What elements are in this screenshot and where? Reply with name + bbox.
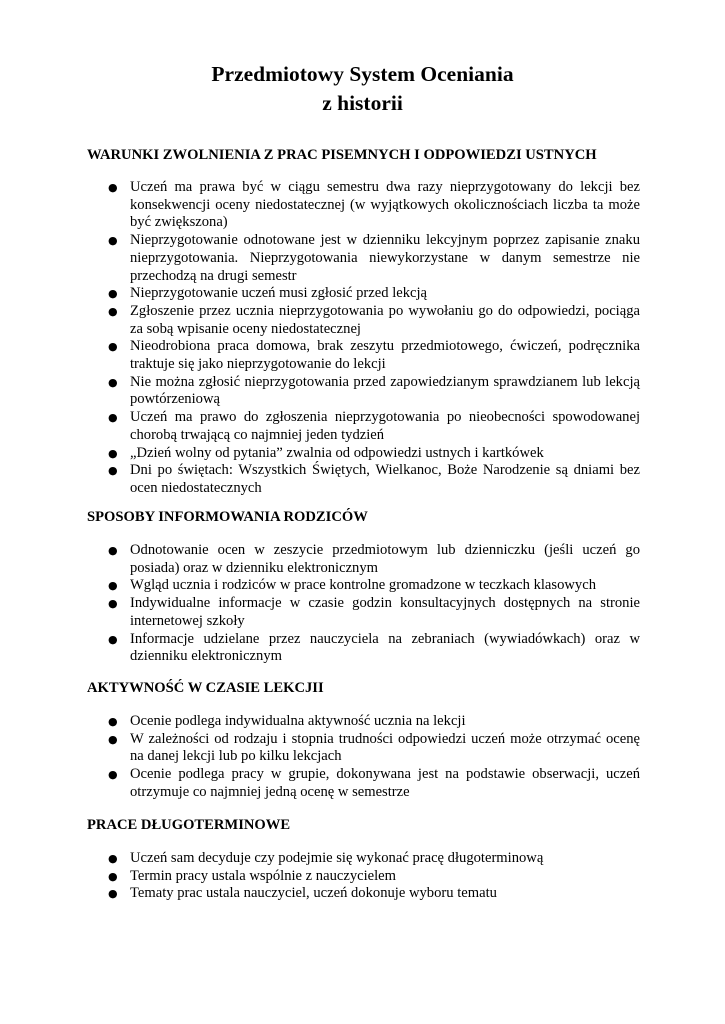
list-item-text: Nieodrobiona praca domowa, brak zeszytu przedmiotowego, ćwiczeń, podręcznika traktuje się jako nieprzygotowanie do lekcji [130,338,640,373]
list-item-text: Wgląd ucznia i rodziców w prace kontrolne gromadzone w teczkach klasowych [130,577,596,594]
section-list-aktywnosc [87,713,640,802]
list-item [87,631,640,666]
bullet-icon: ● [108,411,118,425]
bullet-icon: ● [108,852,118,865]
list-item-text: W zależności od rodzaju i stopnia trudności odpowiedzi uczeń może otrzymać ocenę na danej lekcji lub po kilku lekcjach [130,730,640,765]
section-heading-aktywnosc: AKTYWNOŚĆ W CZASIE LEKCJII [87,680,324,696]
bullet-icon: ● [108,375,118,389]
section-list-prace [87,850,640,903]
list-item-text: „Dzień wolny od pytania” zwalnia od odpowiedzi ustnych i kartkówek [130,444,544,461]
bullet-icon: ● [108,869,118,883]
list-item [87,338,640,373]
list-item [87,595,640,630]
list-item-text: Uczeń ma prawo do zgłoszenia nieprzygotowania po nieobecności spowodowanej chorobą trwającą co najmniej jeden tydzień [130,409,640,443]
document-title [0,60,725,118]
bullet-icon: ● [108,446,118,460]
list-item-text: Zgłoszenie przez ucznia nieprzygotowania po wywołaniu go do odpowiedzi, pociąga za sobą wpisanie oceny niedostatecznej [130,302,640,337]
bullet-icon: ● [108,340,118,354]
list-item [87,462,640,497]
list-item [87,713,640,731]
list-item-text: Ocenie podlega indywidualna aktywność ucznia na lekcji [130,713,466,729]
bullet-icon: ● [108,181,118,194]
bullet-icon: ● [108,887,118,901]
list-item [87,303,640,338]
list-item [87,766,640,801]
bullet-icon: ● [108,579,118,593]
list-item-text: Ocenie podlega pracy w grupie, dokonywana jest na podstawie obserwacji, uczeń otrzymuje co najmniej jedną ocenę w semestrze [130,766,640,800]
list-item-text: Nie można zgłosić nieprzygotowania przed zapowiedzianym sprawdzianem lub lekcją powtórzeniową [130,373,640,408]
section-list-warunki [87,179,640,498]
list-item [87,885,640,903]
list-item-text: Dni po świętach: Wszystkich Świętych, Wielkanoc, Boże Narodzenie są dniami bez ocen niedostatecznych [130,462,640,496]
list-item-text: Uczeń ma prawa być w ciągu semestru dwa razy nieprzygotowany do lekcji bez konsekwencji oceny niedostatecznej (w wyjątkowych okolicznościach liczba ta może być zwiększona) [130,179,640,231]
list-item-text: Indywidualne informacje w czasie godzin konsultacyjnych dostępnych na stronie internetowej szkoły [130,595,640,629]
bullet-icon: ● [108,234,118,248]
list-item [87,542,640,577]
list-item-text: Tematy prac ustala nauczyciel, uczeń dokonuje wyboru tematu [130,885,497,902]
list-item [87,285,640,303]
list-item [87,731,640,766]
list-item [87,868,640,886]
list-item-text: Nieprzygotowanie uczeń musi zgłosić przed lekcją [130,285,428,302]
section-heading-warunki: WARUNKI ZWOLNIENIA Z PRAC PISEMNYCH I ODPOWIEDZI USTNYCH [87,147,597,163]
list-item [87,179,640,232]
list-item-text: Nieprzygotowanie odnotowane jest w dzienniku lekcyjnym poprzez zapisanie znaku nieprzygotowania. Nieprzygotowania niewykorzystane w danym semestrze nie przechodzą na drugi semestr [130,232,640,284]
list-item [87,577,640,595]
list-item-text: Uczeń sam decyduje czy podejmie się wykonać pracę długoterminową [130,850,544,866]
bullet-icon: ● [108,715,118,728]
bullet-icon: ● [108,464,118,478]
bullet-icon: ● [108,732,118,746]
list-item [87,374,640,409]
bullet-icon: ● [108,597,118,611]
section-list-sposoby [87,542,640,666]
title-line-1: Przedmiotowy System Oceniania [211,62,514,86]
bullet-icon: ● [108,768,118,782]
section-heading-prace: PRACE DŁUGOTERMINOWE [87,817,291,833]
list-item [87,850,640,868]
list-item-text: Odnotowanie ocen w zeszycie przedmiotowym lub dzienniczku (jeśli uczeń go posiada) oraz w dzienniku elektronicznym [130,542,640,576]
title-line-2: z historii [322,91,403,115]
bullet-icon: ● [108,304,118,318]
list-item [87,409,640,444]
list-item-text: Termin pracy ustala wspólnie z nauczycielem [130,867,397,884]
list-item-text: Informacje udzielane przez nauczyciela na zebraniach (wywiadówkach) oraz w dzienniku elektronicznym [130,630,640,665]
list-item [87,445,640,463]
bullet-icon: ● [108,287,118,301]
bullet-icon: ● [108,544,118,557]
bullet-icon: ● [108,632,118,646]
list-item [87,232,640,285]
section-heading-sposoby: SPOSOBY INFORMOWANIA RODZICÓW [87,509,368,525]
